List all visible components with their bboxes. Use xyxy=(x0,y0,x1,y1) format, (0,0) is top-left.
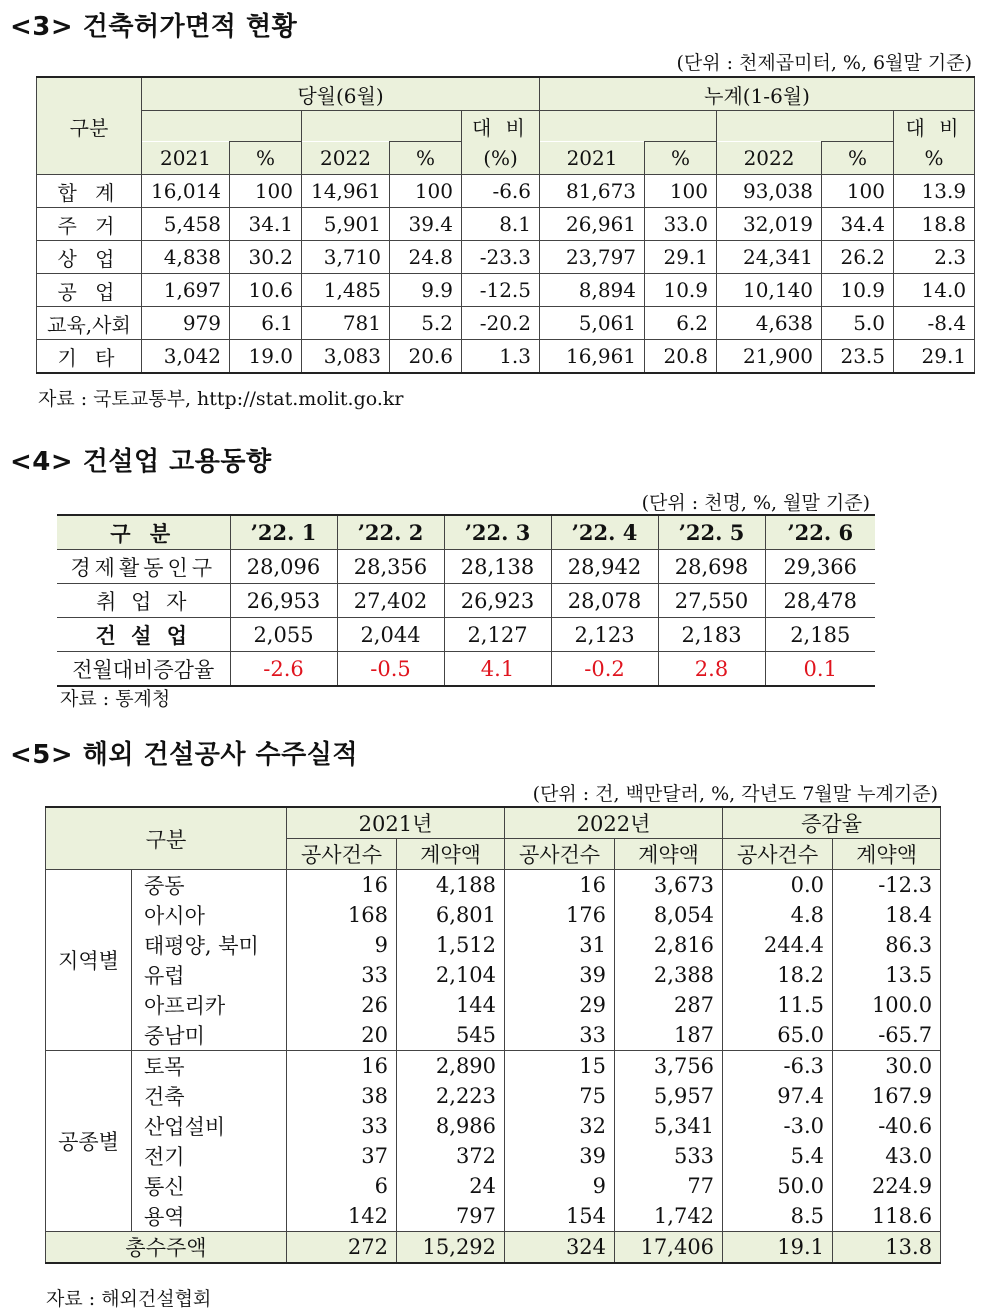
table-cell: 144 xyxy=(397,990,505,1020)
table-cell: 142 xyxy=(287,1201,397,1232)
header-2021: 2021 xyxy=(142,142,230,175)
table-cell: 1,742 xyxy=(615,1201,723,1232)
row-label: 용역 xyxy=(132,1201,287,1232)
header-2022: 2022 xyxy=(302,142,390,175)
group-label: 공종별 xyxy=(46,1051,132,1232)
row-label: 교육,사회 xyxy=(37,307,142,340)
table-cell: 797 xyxy=(397,1201,505,1232)
table-cell: 19.0 xyxy=(230,340,302,374)
table-cell: 16,961 xyxy=(540,340,645,374)
table-cell: 187 xyxy=(615,1020,723,1051)
table-cell: 2,816 xyxy=(615,930,723,960)
table-cell: 5,957 xyxy=(615,1081,723,1111)
table-cell: 29,366 xyxy=(765,550,875,584)
table-row xyxy=(57,584,875,618)
header-month: ’22. 3 xyxy=(444,515,551,550)
table-cell: 65.0 xyxy=(723,1020,833,1051)
table-cell: 34.4 xyxy=(822,208,894,241)
table-cell: 3,756 xyxy=(615,1051,723,1082)
table-cell: 19.1 xyxy=(723,1232,833,1264)
section5-unit: (단위 : 건, 백만달러, %, 각년도 7월말 누계기준) xyxy=(532,783,938,805)
table-cell: 0.0 xyxy=(723,870,833,901)
total-label: 총수주액 xyxy=(46,1232,287,1264)
table-cell: 11.5 xyxy=(723,990,833,1020)
table-cell: 28,078 xyxy=(551,584,658,618)
table-row xyxy=(46,1051,941,1082)
table-cell: 5.0 xyxy=(822,307,894,340)
table-cell: 15 xyxy=(505,1051,615,1082)
table-cell: 372 xyxy=(397,1141,505,1171)
table-cell: -20.2 xyxy=(462,307,540,340)
section4-unit: (단위 : 천명, %, 월말 기준) xyxy=(641,492,870,514)
table-cell: 2,388 xyxy=(615,960,723,990)
table-cell: 781 xyxy=(302,307,390,340)
table-cell: 13.5 xyxy=(833,960,941,990)
table-cell: 28,138 xyxy=(444,550,551,584)
header-count: 공사건수 xyxy=(287,839,397,870)
table-cell: 28,698 xyxy=(658,550,765,584)
row-label: 기 타 xyxy=(37,340,142,374)
header-pct: % xyxy=(390,142,462,175)
header-count: 공사건수 xyxy=(505,839,615,870)
table-cell: 75 xyxy=(505,1081,615,1111)
header-category: 구분 xyxy=(46,807,287,870)
row-label: 태평양, 북미 xyxy=(132,930,287,960)
header-month: ’22. 4 xyxy=(551,515,658,550)
table-cell: 33.0 xyxy=(645,208,717,241)
header-amount: 계약액 xyxy=(833,839,941,870)
header-month: ’22. 1 xyxy=(230,515,337,550)
table-cell: 26,953 xyxy=(230,584,337,618)
table-cell: 27,550 xyxy=(658,584,765,618)
table-row xyxy=(57,550,875,584)
table-cell: 5,341 xyxy=(615,1111,723,1141)
table-cell: 3,083 xyxy=(302,340,390,374)
section3-title: <3> 건축허가면적 현황 xyxy=(10,12,298,42)
table-cell: 26 xyxy=(287,990,397,1020)
table-cell: 81,673 xyxy=(540,175,645,208)
table-cell: 24.8 xyxy=(390,241,462,274)
table-cell: 168 xyxy=(287,900,397,930)
table-cell: 86.3 xyxy=(833,930,941,960)
table-cell: 39 xyxy=(505,960,615,990)
table-cell: 2.8 xyxy=(658,652,765,687)
table-cell: 26,923 xyxy=(444,584,551,618)
table-cell: 38 xyxy=(287,1081,397,1111)
table-cell: 2,104 xyxy=(397,960,505,990)
table-cell: 2,183 xyxy=(658,618,765,652)
table-cell: 15,292 xyxy=(397,1232,505,1264)
header-ratio-top: 대 비 xyxy=(462,111,540,142)
row-label: 산업설비 xyxy=(132,1111,287,1141)
table-cell: 20 xyxy=(287,1020,397,1051)
table-cell: 100 xyxy=(390,175,462,208)
section5-title: <5> 해외 건설공사 수주실적 xyxy=(10,740,358,770)
table-cell: 272 xyxy=(287,1232,397,1264)
table-cell: 26,961 xyxy=(540,208,645,241)
table-row xyxy=(46,990,941,1020)
table-cell: 39 xyxy=(505,1141,615,1171)
table-row xyxy=(46,870,941,901)
table-cell: 8,054 xyxy=(615,900,723,930)
table-cell: 100 xyxy=(230,175,302,208)
table-cell: 50.0 xyxy=(723,1171,833,1201)
table-cell: -23.3 xyxy=(462,241,540,274)
table-cell: 9 xyxy=(505,1171,615,1201)
table-cell: 14,961 xyxy=(302,175,390,208)
section4-title: <4> 건설업 고용동향 xyxy=(10,447,272,477)
table-cell: 5,901 xyxy=(302,208,390,241)
table-row xyxy=(37,307,975,340)
table-row xyxy=(46,1111,941,1141)
row-label: 유럽 xyxy=(132,960,287,990)
table-cell: 2,185 xyxy=(765,618,875,652)
table-cell: 28,478 xyxy=(765,584,875,618)
table-cell: 27,402 xyxy=(337,584,444,618)
table-cell: 10.9 xyxy=(645,274,717,307)
header-category: 구 분 xyxy=(57,515,230,550)
table-cell: 2,127 xyxy=(444,618,551,652)
table-cell: 100.0 xyxy=(833,990,941,1020)
header-pct: % xyxy=(645,142,717,175)
table-cell: 18.8 xyxy=(894,208,975,241)
table-cell: 324 xyxy=(505,1232,615,1264)
table-cell: -0.5 xyxy=(337,652,444,687)
table-cell: 9.9 xyxy=(390,274,462,307)
table-cell: 28,942 xyxy=(551,550,658,584)
table-cell: -3.0 xyxy=(723,1111,833,1141)
section3-source: 자료 : 국토교통부, http://stat.molit.go.kr xyxy=(38,388,404,410)
header-ratio-bottom: (%) xyxy=(462,142,540,175)
row-label: 주 거 xyxy=(37,208,142,241)
employment-table xyxy=(57,514,875,687)
table-cell: 33 xyxy=(287,1111,397,1141)
table-row xyxy=(46,1171,941,1201)
table-cell: -12.3 xyxy=(833,870,941,901)
table-row xyxy=(37,208,975,241)
table-cell: -8.4 xyxy=(894,307,975,340)
table-cell: 5,061 xyxy=(540,307,645,340)
table-cell: 2.3 xyxy=(894,241,975,274)
table-row xyxy=(46,1081,941,1111)
table-cell: 8.1 xyxy=(462,208,540,241)
table-cell: 533 xyxy=(615,1141,723,1171)
table-cell: 167.9 xyxy=(833,1081,941,1111)
table-cell: 97.4 xyxy=(723,1081,833,1111)
table-cell: 20.8 xyxy=(645,340,717,374)
row-label: 전월대비증감율 xyxy=(57,652,230,687)
table-cell: 6 xyxy=(287,1171,397,1201)
row-label: 아시아 xyxy=(132,900,287,930)
row-label: 건 설 업 xyxy=(57,618,230,652)
table-cell: 30.2 xyxy=(230,241,302,274)
table-row xyxy=(57,618,875,652)
table-cell: 17,406 xyxy=(615,1232,723,1264)
table-row xyxy=(37,274,975,307)
table-cell: 29.1 xyxy=(645,241,717,274)
row-label: 전기 xyxy=(132,1141,287,1171)
table-row xyxy=(46,900,941,930)
table-cell: 979 xyxy=(142,307,230,340)
section4-source: 자료 : 통계청 xyxy=(60,688,171,710)
table-row xyxy=(46,960,941,990)
table-cell: 4,838 xyxy=(142,241,230,274)
row-label: 건축 xyxy=(132,1081,287,1111)
header-pct: % xyxy=(230,142,302,175)
table-cell: 2,890 xyxy=(397,1051,505,1082)
header-count: 공사건수 xyxy=(723,839,833,870)
table-cell: 6.1 xyxy=(230,307,302,340)
table-cell: 43.0 xyxy=(833,1141,941,1171)
table-cell: 1,697 xyxy=(142,274,230,307)
table-cell: 33 xyxy=(287,960,397,990)
header-2022: 2022년 xyxy=(505,807,723,839)
table-cell: 118.6 xyxy=(833,1201,941,1232)
header-category: 구분 xyxy=(37,77,142,175)
row-label: 합 계 xyxy=(37,175,142,208)
table-cell: 0.1 xyxy=(765,652,875,687)
table-cell: 24,341 xyxy=(717,241,822,274)
table-cell: 33 xyxy=(505,1020,615,1051)
header-pct: % xyxy=(822,142,894,175)
overseas-orders-table xyxy=(45,806,941,1264)
table-cell: 34.1 xyxy=(230,208,302,241)
table-cell: 10,140 xyxy=(717,274,822,307)
table-cell: 3,710 xyxy=(302,241,390,274)
table-cell: 13.8 xyxy=(833,1232,941,1264)
table-cell: 18.4 xyxy=(833,900,941,930)
table-cell: -12.5 xyxy=(462,274,540,307)
table-cell: 30.0 xyxy=(833,1051,941,1082)
table-cell: 14.0 xyxy=(894,274,975,307)
table-cell: 28,356 xyxy=(337,550,444,584)
row-label: 공 업 xyxy=(37,274,142,307)
table-cell: 3,042 xyxy=(142,340,230,374)
header-month: ’22. 5 xyxy=(658,515,765,550)
table-cell: 545 xyxy=(397,1020,505,1051)
table-cell: 93,038 xyxy=(717,175,822,208)
table-cell: 29.1 xyxy=(894,340,975,374)
table-cell: 8,894 xyxy=(540,274,645,307)
row-label: 중동 xyxy=(132,870,287,901)
row-label: 토목 xyxy=(132,1051,287,1082)
row-label: 중남미 xyxy=(132,1020,287,1051)
table-cell: 23,797 xyxy=(540,241,645,274)
table-cell: 8,986 xyxy=(397,1111,505,1141)
table-row xyxy=(46,930,941,960)
table-row xyxy=(46,1141,941,1171)
table-row xyxy=(37,241,975,274)
section5-source: 자료 : 해외건설협회 xyxy=(46,1288,212,1310)
row-label: 취 업 자 xyxy=(57,584,230,618)
table-cell: 21,900 xyxy=(717,340,822,374)
table-cell: 24 xyxy=(397,1171,505,1201)
table-cell: 287 xyxy=(615,990,723,1020)
row-label: 아프리카 xyxy=(132,990,287,1020)
table-row xyxy=(46,1020,941,1051)
header-amount: 계약액 xyxy=(615,839,723,870)
header-2021: 2021 xyxy=(540,142,645,175)
table-cell: 4,638 xyxy=(717,307,822,340)
table-cell: -0.2 xyxy=(551,652,658,687)
table-cell: -2.6 xyxy=(230,652,337,687)
table-cell: 3,673 xyxy=(615,870,723,901)
table-cell: 18.2 xyxy=(723,960,833,990)
table-cell: 5.4 xyxy=(723,1141,833,1171)
table-cell: 10.9 xyxy=(822,274,894,307)
table-cell: -6.3 xyxy=(723,1051,833,1082)
table-cell: 2,223 xyxy=(397,1081,505,1111)
group-label: 지역별 xyxy=(46,870,132,1051)
table-cell: 1.3 xyxy=(462,340,540,374)
table-cell: 77 xyxy=(615,1171,723,1201)
table-cell: 23.5 xyxy=(822,340,894,374)
table-row xyxy=(57,652,875,687)
header-cumulative-group: 누계(1-6월) xyxy=(540,77,975,111)
table-row xyxy=(46,1201,941,1232)
table-cell: 32,019 xyxy=(717,208,822,241)
table-cell: 16 xyxy=(287,870,397,901)
table-cell: 13.9 xyxy=(894,175,975,208)
header-2022: 2022 xyxy=(717,142,822,175)
table-cell: 10.6 xyxy=(230,274,302,307)
table-cell: 16,014 xyxy=(142,175,230,208)
table-cell: 5.2 xyxy=(390,307,462,340)
table-cell: 100 xyxy=(822,175,894,208)
section3-unit: (단위 : 천제곱미터, %, 6월말 기준) xyxy=(676,52,972,74)
header-month-group: 당월(6월) xyxy=(142,77,540,111)
table-cell: 224.9 xyxy=(833,1171,941,1201)
table-cell: 32 xyxy=(505,1111,615,1141)
table-cell: 6,801 xyxy=(397,900,505,930)
table-cell: 26.2 xyxy=(822,241,894,274)
table-cell: 28,096 xyxy=(230,550,337,584)
table-cell: 6.2 xyxy=(645,307,717,340)
table-cell: 9 xyxy=(287,930,397,960)
table-cell: 1,485 xyxy=(302,274,390,307)
table-cell: 176 xyxy=(505,900,615,930)
header-amount: 계약액 xyxy=(397,839,505,870)
row-label: 경제활동인구 xyxy=(57,550,230,584)
building-permit-table xyxy=(36,76,975,374)
row-label: 상 업 xyxy=(37,241,142,274)
table-cell: 1,512 xyxy=(397,930,505,960)
table-cell: 8.5 xyxy=(723,1201,833,1232)
table-cell: 20.6 xyxy=(390,340,462,374)
table-cell: 37 xyxy=(287,1141,397,1171)
table-cell: 4.8 xyxy=(723,900,833,930)
table-row xyxy=(37,340,975,374)
table-cell: 4,188 xyxy=(397,870,505,901)
row-label: 통신 xyxy=(132,1171,287,1201)
table-cell: 154 xyxy=(505,1201,615,1232)
table-cell: 39.4 xyxy=(390,208,462,241)
table-cell: -65.7 xyxy=(833,1020,941,1051)
total-row xyxy=(46,1232,941,1264)
header-ratio-bottom-cum: % xyxy=(894,142,975,175)
table-cell: 244.4 xyxy=(723,930,833,960)
table-cell: 16 xyxy=(287,1051,397,1082)
table-cell: 2,123 xyxy=(551,618,658,652)
table-cell: 29 xyxy=(505,990,615,1020)
header-month: ’22. 2 xyxy=(337,515,444,550)
table-cell: 100 xyxy=(645,175,717,208)
table-cell: -40.6 xyxy=(833,1111,941,1141)
table-cell: 2,044 xyxy=(337,618,444,652)
table-cell: 2,055 xyxy=(230,618,337,652)
header-2021: 2021년 xyxy=(287,807,505,839)
table-cell: 4.1 xyxy=(444,652,551,687)
table-cell: 16 xyxy=(505,870,615,901)
table-cell: -6.6 xyxy=(462,175,540,208)
table-cell: 31 xyxy=(505,930,615,960)
table-cell: 5,458 xyxy=(142,208,230,241)
header-ratio-top-cum: 대 비 xyxy=(894,111,975,142)
table-row xyxy=(37,175,975,208)
header-change: 증감율 xyxy=(723,807,941,839)
header-month: ’22. 6 xyxy=(765,515,875,550)
